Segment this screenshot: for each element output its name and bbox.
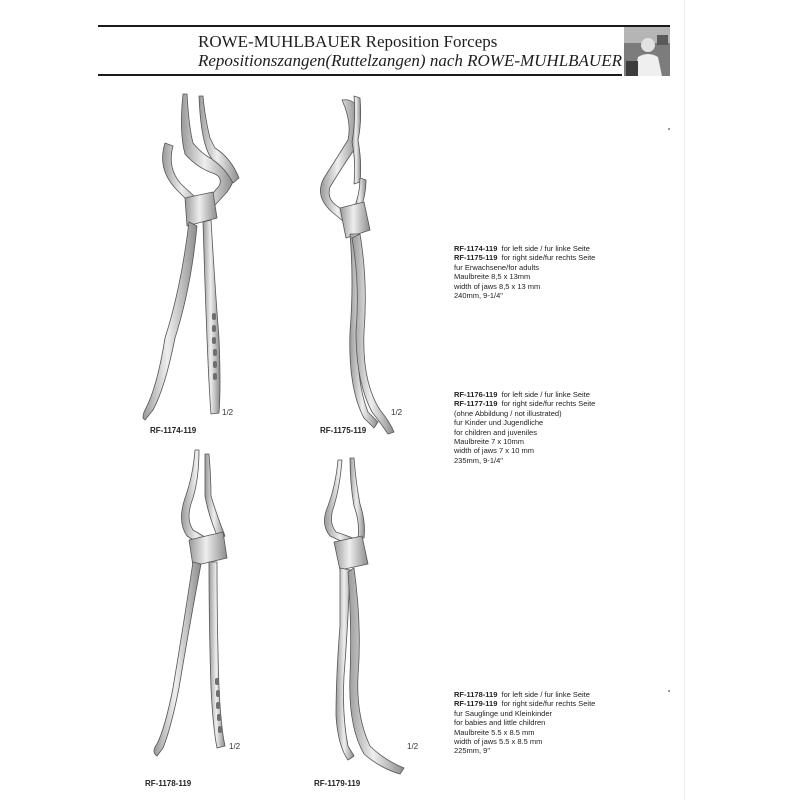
spec-line: width of jaws 8,5 x 13 mm <box>454 281 541 291</box>
page-subtitle: Repositionszangen(Ruttelzangen) nach ROWE-MUHLBAUER <box>198 51 622 70</box>
article-desc: for left side / fur linke Seite <box>501 390 590 399</box>
spec-line: fur Erwachsene/for adults <box>454 262 540 272</box>
figure-caption: RF-1174-119 <box>150 426 197 435</box>
spec-line: Maulbreite 5.5 x 8.5 mm <box>454 727 535 737</box>
article-code: RF-1177-119 <box>454 399 498 409</box>
spec-block <box>454 690 654 756</box>
spec-line: Maulbreite 8,5 x 13mm <box>454 272 531 282</box>
spec-line: for babies and little children <box>454 718 546 728</box>
spec-line: Maulbreite 7 x 10mm <box>454 437 525 447</box>
article-code: RF-1176-119 <box>454 390 498 399</box>
spec-line: fur Sauglinge und Kleinkinder <box>454 708 552 718</box>
article-code: RF-1174-119 <box>454 244 498 253</box>
photo-thumbnail-icon <box>624 27 670 76</box>
figure-caption: RF-1179-119 <box>314 779 361 788</box>
header-rule-top <box>98 25 670 27</box>
spec-line: 240mm, 9-1/4" <box>454 291 503 301</box>
margin-mark <box>668 690 670 692</box>
spec-block <box>454 244 654 300</box>
spec-block <box>454 390 654 465</box>
scale-note: 1/2 <box>407 742 419 751</box>
forceps-illustration-1174 <box>135 88 265 423</box>
spec-line: fur Kinder und Jugendliche <box>454 418 544 428</box>
forceps-illustration-1175 <box>302 92 412 437</box>
header-rule-bottom <box>98 74 622 76</box>
page-title: ROWE-MUHLBAUER Reposition Forceps <box>198 32 498 51</box>
scale-note: 1/2 <box>222 408 234 417</box>
margin-mark <box>668 128 670 130</box>
article-code: RF-1178-119 <box>454 690 498 699</box>
scale-note: 1/2 <box>229 742 241 751</box>
article-code: RF-1179-119 <box>454 699 498 709</box>
spec-line: 235mm, 9-1/4" <box>454 455 503 465</box>
spec-line: width of jaws 5.5 x 8.5 mm <box>454 737 543 747</box>
article-code: RF-1175-119 <box>454 253 498 263</box>
figure-caption: RF-1175-119 <box>320 426 367 435</box>
article-desc: for right side/fur rechts Seite <box>501 699 596 709</box>
spec-line: 225mm, 9" <box>454 746 491 756</box>
spec-line: width of jaws 7 x 10 mm <box>454 446 535 456</box>
spec-line: (ohne Abbildung / not illustrated) <box>454 408 562 418</box>
article-desc: for right side/fur rechts Seite <box>501 399 596 409</box>
page-edge <box>684 0 685 800</box>
article-desc: for right side/fur rechts Seite <box>501 253 596 263</box>
scale-note: 1/2 <box>391 408 403 417</box>
forceps-illustration-1179 <box>300 456 420 776</box>
forceps-illustration-1178 <box>145 448 255 768</box>
article-desc: for left side / fur linke Seite <box>501 244 590 253</box>
article-desc: for left side / fur linke Seite <box>501 690 590 699</box>
spec-line: for children and juveniles <box>454 427 537 437</box>
figure-caption: RF-1178-119 <box>145 779 192 788</box>
